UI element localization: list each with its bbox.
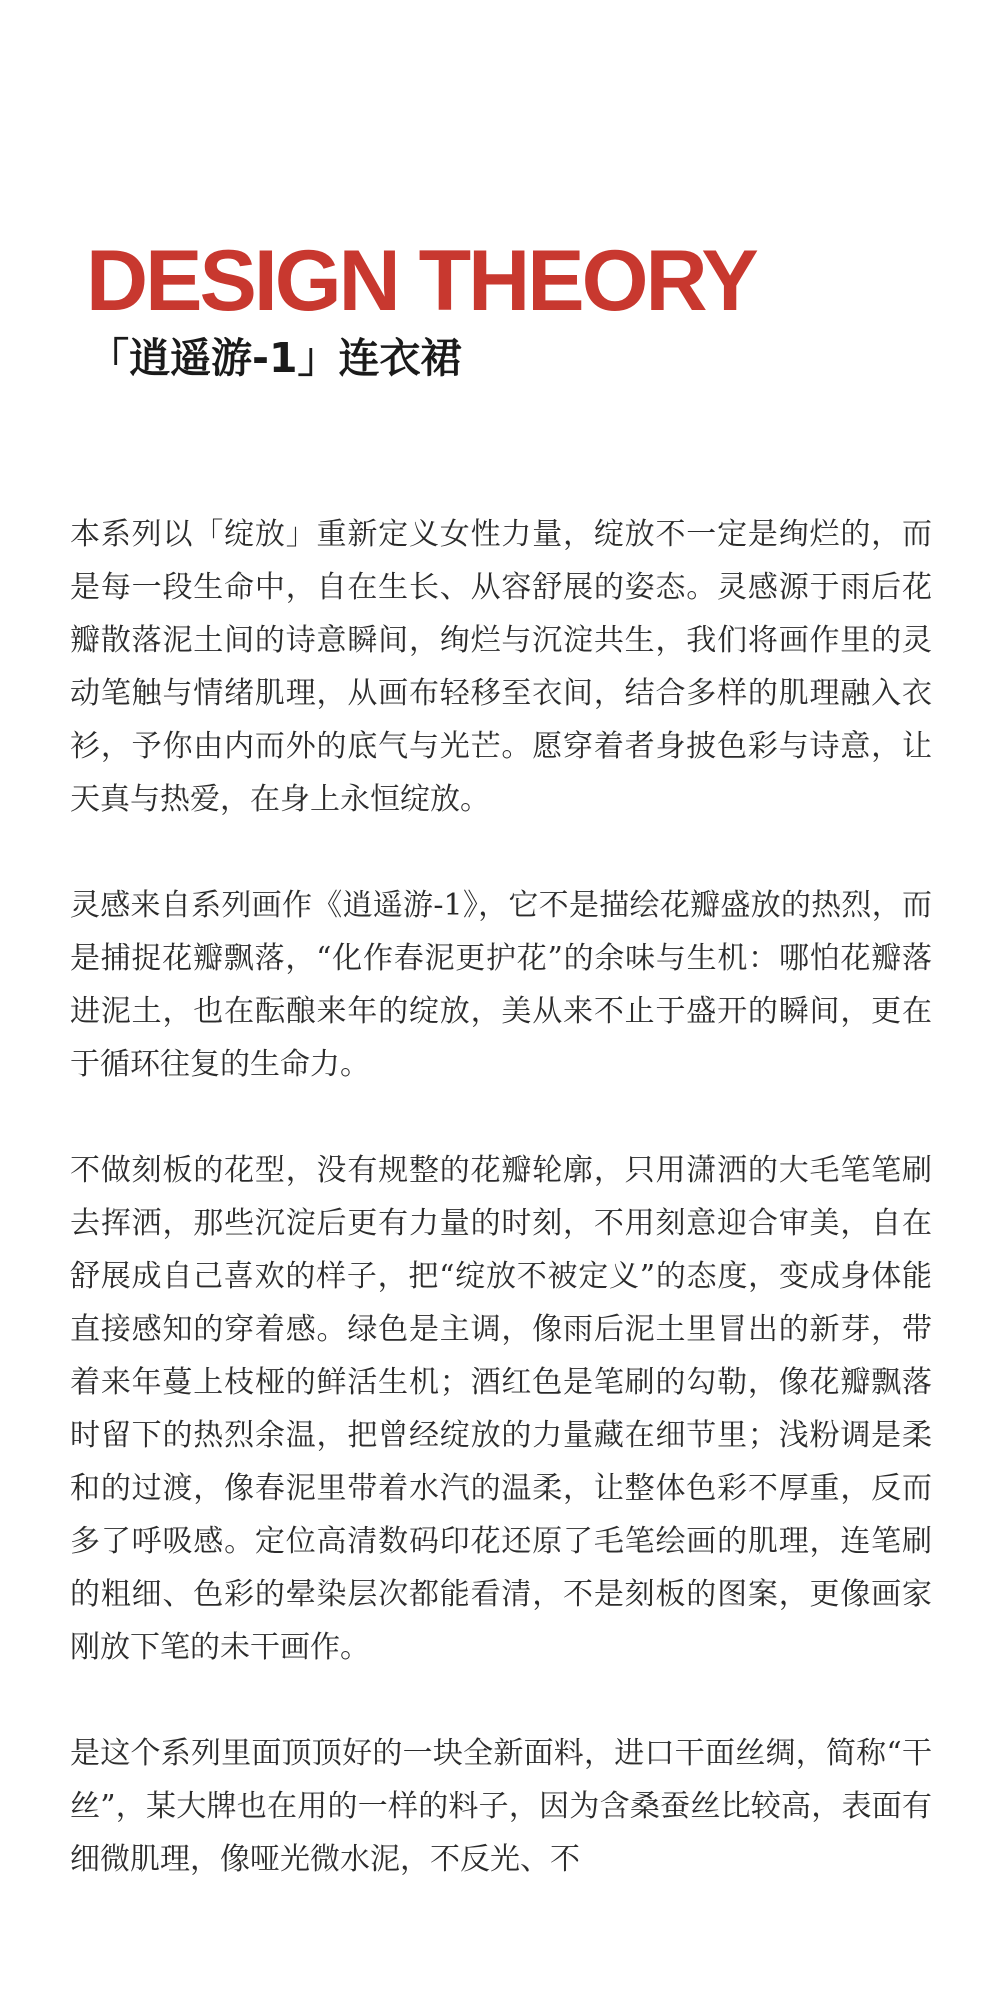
product-subtitle: 「逍遥游-1」连衣裙 [88, 334, 462, 382]
paragraph-fabric: 是这个系列里面顶顶好的一块全新面料，进口干面丝绸，简称“干丝”，某大牌也在用的一样的料子，因为含桑蚕丝比较高，表面有细微肌理，像哑光微水泥，不反光、不 [70, 1736, 932, 1877]
article-body [70, 508, 932, 1939]
paragraph-design: 不做刻板的花型，没有规整的花瓣轮廓，只用潇洒的大毛笔笔刷去挥洒，那些沉淀后更有力量的时刻，不用刻意迎合审美，自在舒展成自己喜欢的样子，把“绽放不被定义”的态度，变成身体能直接感知的穿着感。绿色是主调，像雨后泥土里冒出的新芽，带着来年蔓上枝桠的鲜活生机；酒红色是笔刷的勾勒，像花瓣飘落时留下的热烈余温，把曾经绽放的力量藏在细节里；浅粉调是柔和的过渡，像春泥里带着水汽的温柔，让整体色彩不厚重，反而多了呼吸感。定位高清数码印花还原了毛笔绘画的肌理，连笔刷的粗细、色彩的晕染层次都能看清，不是刻板的图案，更像画家刚放下笔的未干画作。 [70, 1153, 932, 1665]
paragraph-inspiration: 灵感来自系列画作《逍遥游-1》，它不是描绘花瓣盛放的热烈，而是捕捉花瓣飘落，“化作春泥更护花”的余味与生机：哪怕花瓣落进泥土，也在酝酿来年的绽放，美从来不止于盛开的瞬间，更在于循环往复的生命力。 [70, 888, 932, 1082]
page-title: DESIGN THEORY [86, 233, 756, 329]
paragraph-intro: 本系列以「绽放」重新定义女性力量，绽放不一定是绚烂的，而是每一段生命中，自在生长、从容舒展的姿态。灵感源于雨后花瓣散落泥土间的诗意瞬间，绚烂与沉淀共生，我们将画作里的灵动笔触与情绪肌理，从画布轻移至衣间，结合多样的肌理融入衣衫，予你由内而外的底气与光芒。愿穿着者身披色彩与诗意，让天真与热爱，在身上永恒绽放。 [70, 517, 932, 817]
